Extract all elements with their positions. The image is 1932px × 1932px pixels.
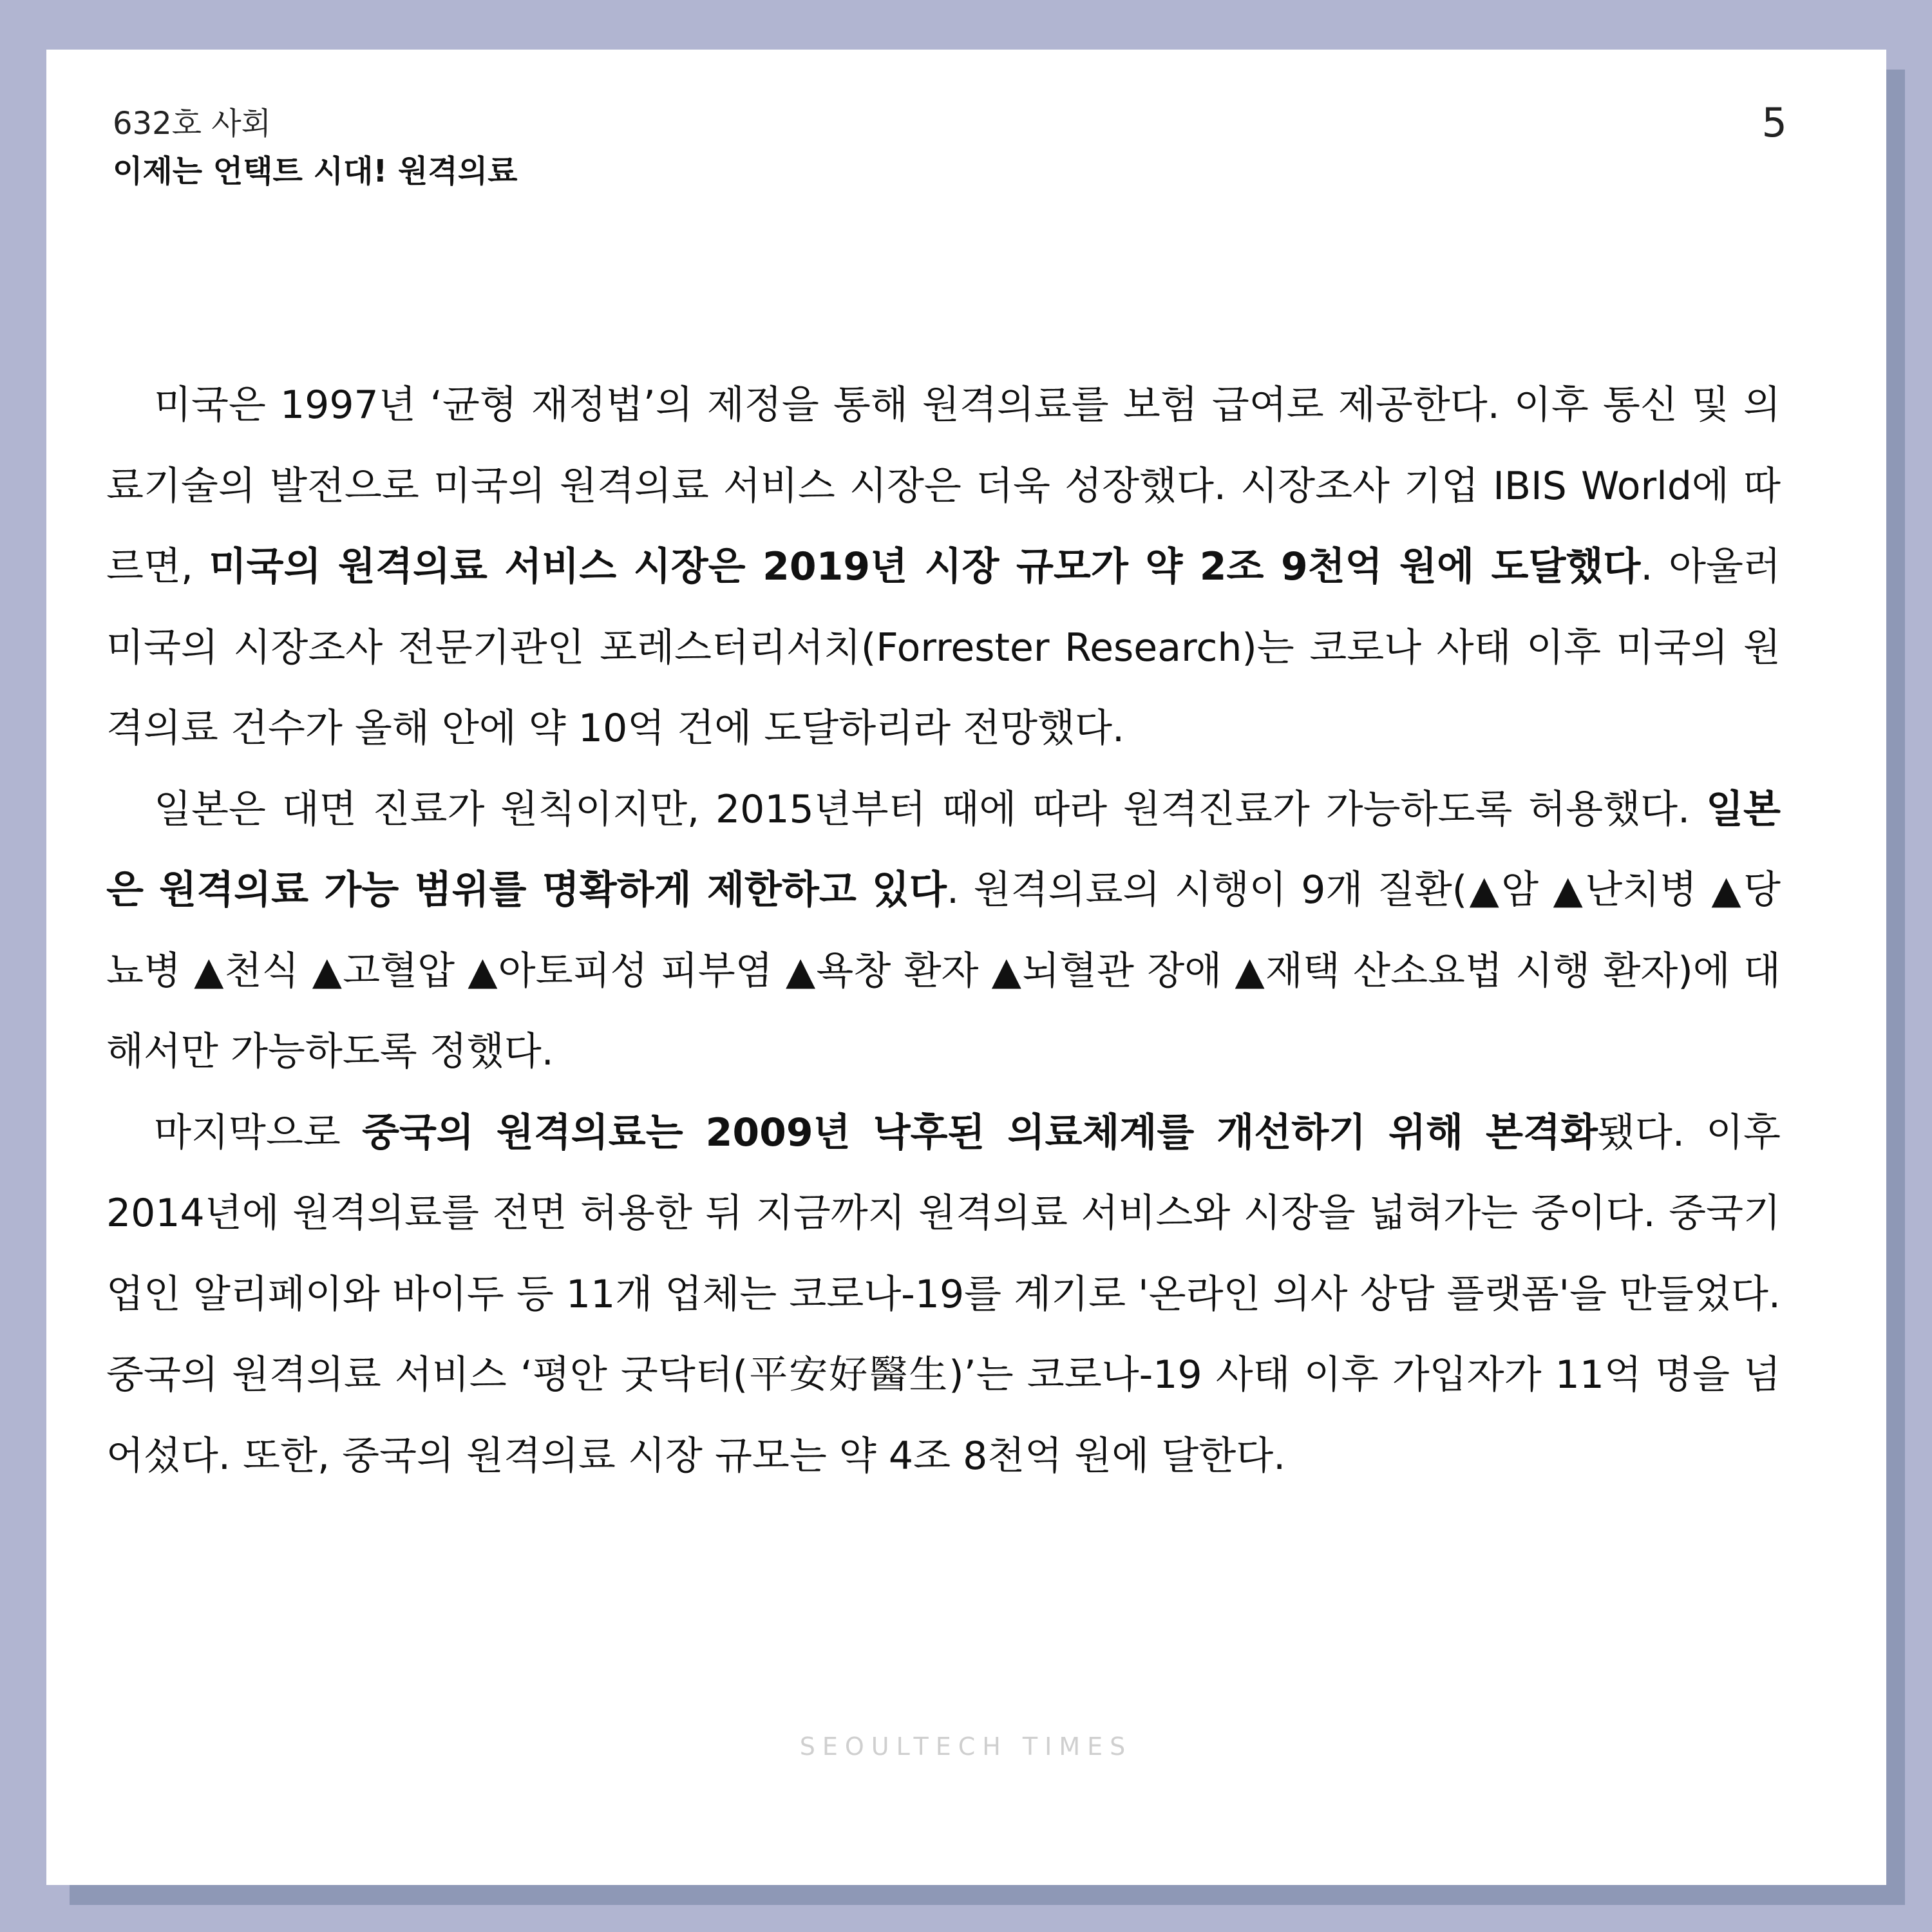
paragraph-japan: [106, 770, 1781, 1093]
publication-footer: SEOULTECH TIMES: [799, 1732, 1133, 1761]
text-span: 미국은 1997년 ‘균형 재정법’의 제정을 통해 원격의료를 보험 급여로 제공한다. 이후 통신 및 의료기술의 발전으로 미국의 원격의료 서비스 시장은 더욱 성장했다. 시장조사 기업 IBIS World에 따르면,: [106, 383, 1781, 589]
bold-highlight: 일본은 원격의료 가능 범위를 명확하게 제한하고 있다: [106, 786, 1781, 913]
text-span: 일본은 대면 진료가 원칙이지만, 2015년부터 때에 따라 원격진료가 가능하도록 허용했다.: [154, 786, 1707, 832]
article-body: [106, 365, 1781, 1497]
bold-highlight: 미국의 원격의료 서비스 시장은 2019년 시장 규모가 약 2조 9천억 원에 도달했다: [209, 544, 1641, 589]
text-span: . 아울러 미국의 시장조사 전문기관인 포레스터리서치(Forrester Research)는 코로나 사태 이후 미국의 원격의료 건수가 올해 안에 약 10억 건에 도달하리라 전망했다.: [106, 544, 1781, 751]
article-title: 이제는 언택트 시대! 원격의료: [113, 153, 518, 189]
paragraph-usa: [106, 365, 1781, 770]
text-span: 됐다. 이후 2014년에 원격의료를 전면 허용한 뒤 지금까지 원격의료 서비스와 시장을 넓혀가는 중이다. 중국기업인 알리페이와 바이두 등 11개 업체는 코로나-19를 계기로 '온라인 의사 상담 플랫폼'을 만들었다. 중국의 원격의료 서비스 ‘평안 굿닥터(平安好醫生)’는 코로나-19 사태 이후 가입자가 11억 명을 넘어섰다. 또한, 중국의 원격의료 시장 규모는 약 4조 8천억 원에 달한다.: [106, 1110, 1781, 1479]
page-number: 5: [1761, 99, 1787, 146]
page-header: [113, 99, 1787, 272]
issue-section-label: 632호 사회: [113, 106, 271, 142]
text-span: . 원격의료의 시행이 9개 질환(▲암 ▲난치병 ▲당뇨병 ▲천식 ▲고혈압 ▲아토피성 피부염 ▲욕창 환자 ▲뇌혈관 장애 ▲재택 산소요법 시행 환자)에 대해서만 가능하도록 정했다.: [106, 867, 1781, 1074]
text-span: 마지막으로: [154, 1110, 362, 1155]
bold-highlight: 중국의 원격의료는 2009년 낙후된 의료체계를 개선하기 위해 본격화: [361, 1110, 1598, 1155]
paragraph-china: [106, 1093, 1781, 1497]
